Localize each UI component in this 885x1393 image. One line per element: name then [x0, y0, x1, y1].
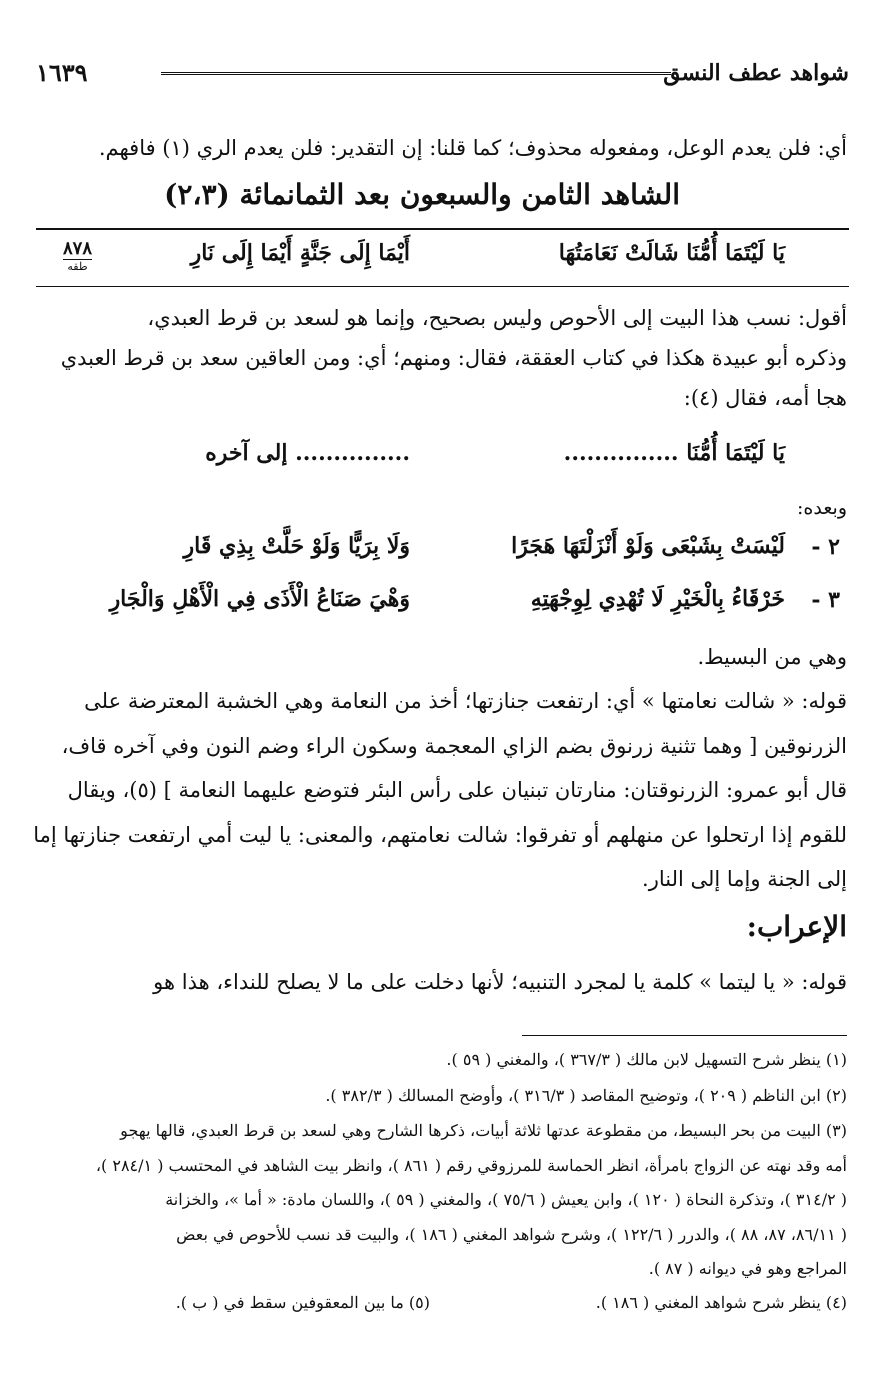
paragraph2-line-3: قال أبو عمرو: الزرنوقتان: منارتان تبنيان على رأس البئر فتوضع عليهما النعامة ] (٥)، ويقال: [67, 778, 847, 802]
page-number: ١٦٣٩: [36, 58, 88, 87]
paragraph2-line-5: إلى الجنة وإما إلى النار.: [642, 867, 847, 891]
paragraph3-line: قوله: « يا ليتما » كلمة يا لمجرد التنبيه؛ لأنها دخلت على ما لا يصلح للنداء، هذا هو: [153, 970, 847, 994]
footnote-4: (٤) ينظر شرح شواهد المغني ( ١٨٦ ).: [595, 1293, 847, 1312]
meter-line: وهي من البسيط.: [697, 645, 847, 669]
paragraph2-line-4: للقوم إذا ارتحلوا عن منهلهم أو تفرقوا: شالت نعامتهم، والمعنى: يا ليت أمي ارتفعت جنازتها إما: [33, 823, 847, 847]
page-header: [36, 58, 849, 88]
verse-box-bottom-rule: [36, 286, 849, 287]
header-rule: [161, 72, 671, 78]
verse3-second: وَهْيَ صَنَاعُ الْأَذَى فِي الْأَهْلِ وَالْجَارِ: [109, 586, 410, 612]
shahid-number-tag: طقه: [67, 260, 88, 273]
paragraph2-line-1: قوله: « شالت نعامتها » أي: ارتفعت جنازتها؛ أخذ من النعامة وهي الخشبة المعترضة على: [84, 689, 847, 713]
shahid-second-hemistich: أَيْمَا إِلَى جَنَّةٍ أَيْمَا إِلَى نَارِ: [190, 240, 410, 266]
shahid-first-hemistich: يَا لَيْتَمَا أُمُّنَا شَالَتْ نَعَامَتُهَا: [558, 240, 785, 266]
shahid-number: [63, 238, 92, 273]
paragraph1-line-2: وذكره أبو عبيدة هكذا في كتاب العققة، فقال: ومنهم؛ أي: ومن العاقين سعد بن قرط العبدي: [60, 346, 847, 370]
verse3-first: خَرْقَاءُ بِالْخَيْرِ لَا تُهْدِي لِوِجْهَتِهِ: [530, 586, 785, 612]
footnote-2: (٢) ابن الناظم ( ٢٠٩ )، وتوضيح المقاصد ( ٣١٦/٣ )، وأوضح المسالك ( ٣٨٢/٣ ).: [325, 1086, 847, 1105]
footnote-3-line-3: ( ٣١٤/٢ )، وتذكرة النحاة ( ١٢٠ )، وابن يعيش ( ٧٥/٦ )، والمغني ( ٥٩ )، واللسان مادة: « أما »، والخزانة: [165, 1190, 847, 1209]
section-title-irab: الإعراب:: [746, 910, 847, 943]
verse1-first: يَا لَيْتَمَا أُمُّنَا ...............: [563, 440, 785, 466]
paragraph1-line-1: أقول: نسب هذا البيت إلى الأحوص وليس بصحيح، وإنما هو لسعد بن قرط العبدي،: [147, 306, 847, 330]
footnote-rule: [522, 1035, 847, 1036]
verse-box-top-rule: [36, 228, 849, 230]
verse2-number: ٢ -: [811, 534, 840, 560]
paragraph1-line-3: هجا أمه، فقال (٤):: [683, 386, 847, 410]
verse1-second: ............... إلى آخره: [205, 440, 410, 466]
footnote-1: (١) ينظر شرح التسهيل لابن مالك ( ٣٦٧/٣ )، والمغني ( ٥٩ ).: [446, 1050, 847, 1069]
verse2-second: وَلَا بِرَيًّا وَلَوْ حَلَّتْ بِذِي قَارِ: [183, 533, 410, 559]
footnote-3-line-5: المراجع وهو في ديوانه ( ٨٧ ).: [648, 1259, 847, 1278]
running-title: شواهد عطف النسق: [663, 60, 849, 86]
paragraph2-line-2: الزرنوقين [ وهما تثنية زرنوق بضم الزاي المعجمة وسكون الراء وضم النون وفي آخره قاف،: [61, 734, 847, 758]
verse2-first: لَيْسَتْ بِشَبْعَى وَلَوْ أَنْزَلْتَهَا هَجَرًا: [511, 533, 785, 559]
after-label: وبعده:: [797, 497, 847, 519]
footnote-3-line-1: (٣) البيت من بحر البسيط، من مقطوعة عدتها ثلاثة أبيات، ذكرها الشارح وهي لسعد بن قرط العبدي، قالها يهجو: [120, 1121, 847, 1140]
footnote-5: (٥) ما بين المعقوفين سقط في ( ب ).: [175, 1293, 430, 1312]
shahid-heading: الشاهد الثامن والسبعون بعد الثمانمائة (٢،٣): [164, 178, 680, 211]
footnote-3-line-2: أمه وقد نهته عن الزواج بامرأة، انظر الحماسة للمرزوقي رقم ( ٨٦١ )، وانظر بيت الشاهد في المحتسب ( ٢٨٤/١ )،: [95, 1156, 847, 1175]
verse3-number: ٣ -: [811, 587, 840, 613]
footnote-3-line-4: ( ٨٦/١١، ٨٧، ٨٨ )، والدرر ( ١٢٢/٦ )، وشرح شواهد المغني ( ١٨٦ )، والبيت قد نسب للأحوص في بعض: [176, 1225, 847, 1244]
shahid-number-value: ٨٧٨: [62, 238, 92, 259]
intro-line: أي: فلن يعدم الوعل، ومفعوله محذوف؛ كما قلنا: إن التقدير: فلن يعدم الري (١) فافهم.: [98, 136, 847, 160]
